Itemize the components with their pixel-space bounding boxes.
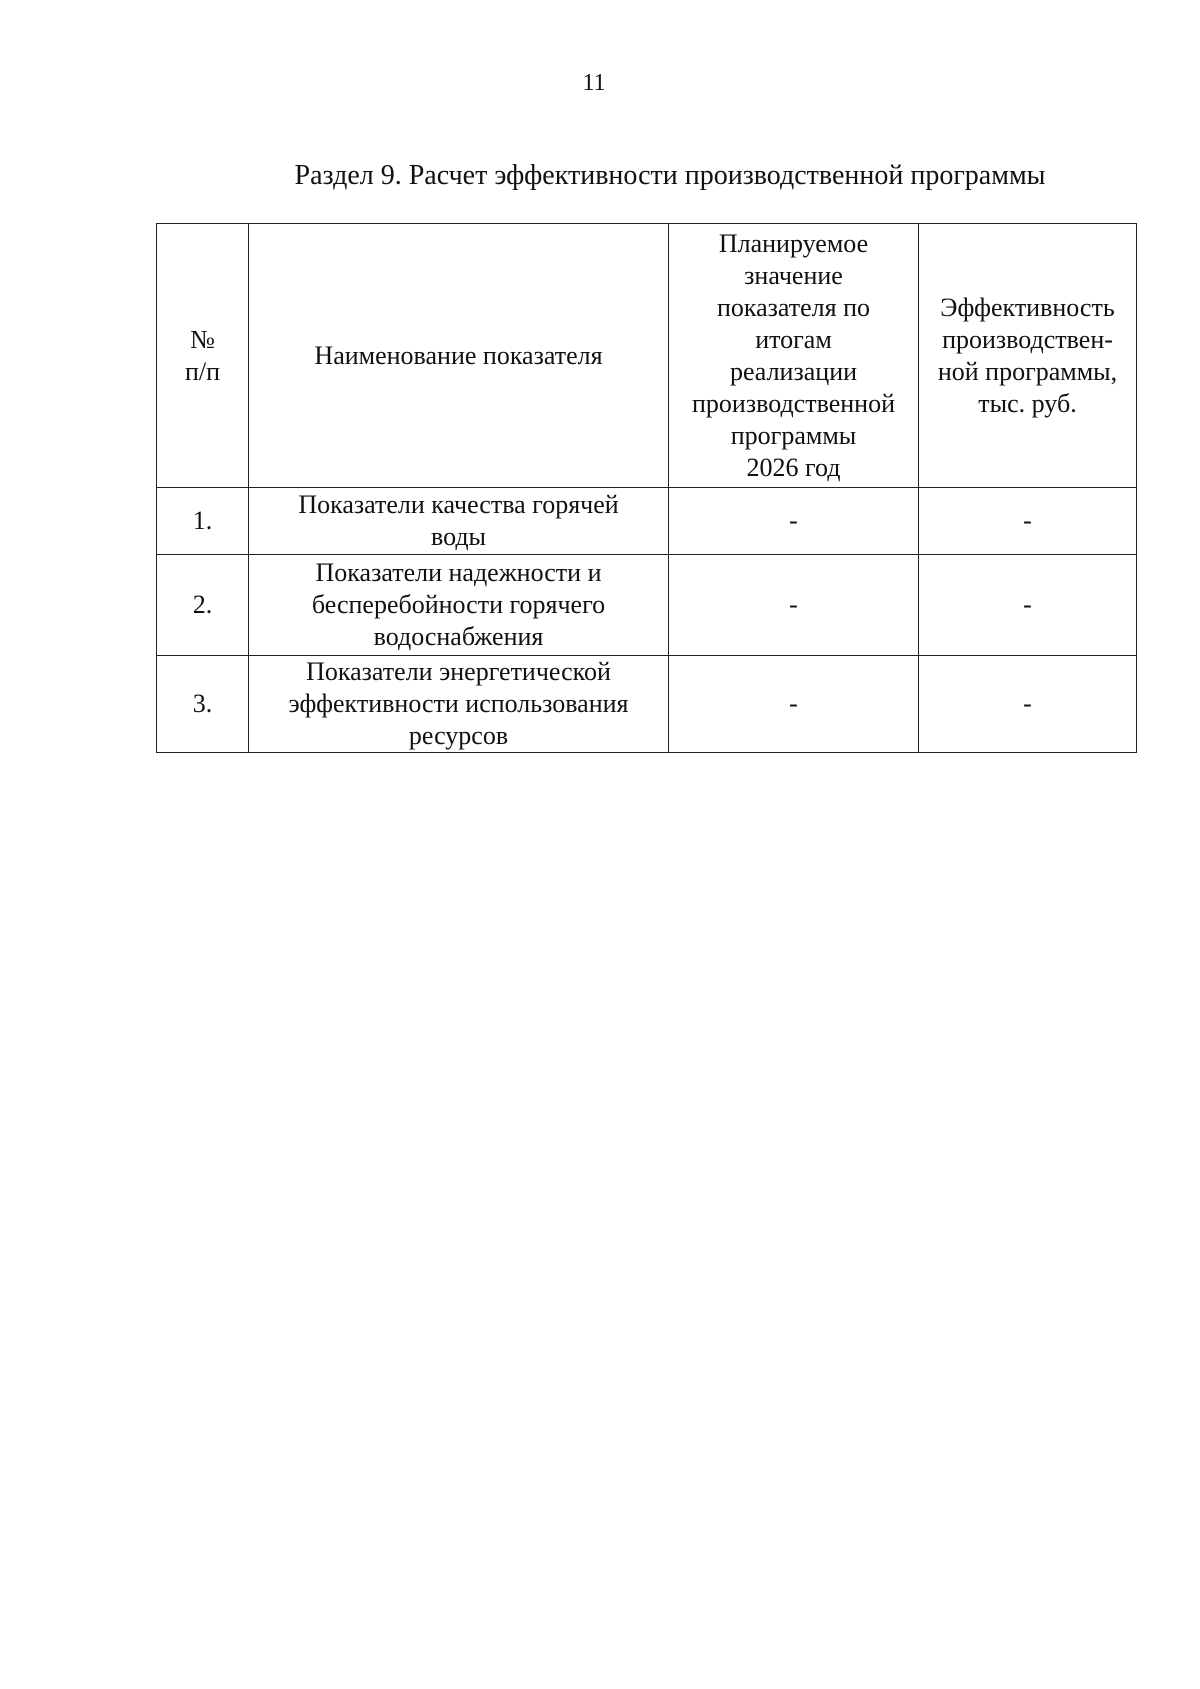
- row-planned-value: -: [669, 488, 919, 555]
- header-planned-value: Планируемое значение показателя по итогам реализации производственной программы 2026 год: [669, 224, 919, 488]
- row-num: 3.: [157, 656, 249, 753]
- row-efficiency: -: [919, 488, 1137, 555]
- efficiency-table-container: [156, 223, 1136, 753]
- table-header-row: [157, 224, 1137, 488]
- row-num: 1.: [157, 488, 249, 555]
- table-row: [157, 656, 1137, 753]
- table-row: [157, 555, 1137, 656]
- efficiency-table: [156, 223, 1137, 753]
- row-efficiency: -: [919, 555, 1137, 656]
- row-planned-value: -: [669, 656, 919, 753]
- row-efficiency: -: [919, 656, 1137, 753]
- row-name: Показатели надежности и бесперебойности горячего водоснабжения: [249, 555, 669, 656]
- header-name: Наименование показателя: [249, 224, 669, 488]
- row-num: 2.: [157, 555, 249, 656]
- table-row: [157, 488, 1137, 555]
- row-name: Показатели энергетической эффективности использования ресурсов: [249, 656, 669, 753]
- row-planned-value: -: [669, 555, 919, 656]
- section-title: Раздел 9. Расчет эффективности производственной программы: [294, 160, 1046, 191]
- header-num: № п/п: [157, 224, 249, 488]
- page-number: 11: [582, 70, 606, 96]
- header-efficiency: Эффективность производствен- ной программы, тыс. руб.: [919, 224, 1137, 488]
- row-name: Показатели качества горячей воды: [249, 488, 669, 555]
